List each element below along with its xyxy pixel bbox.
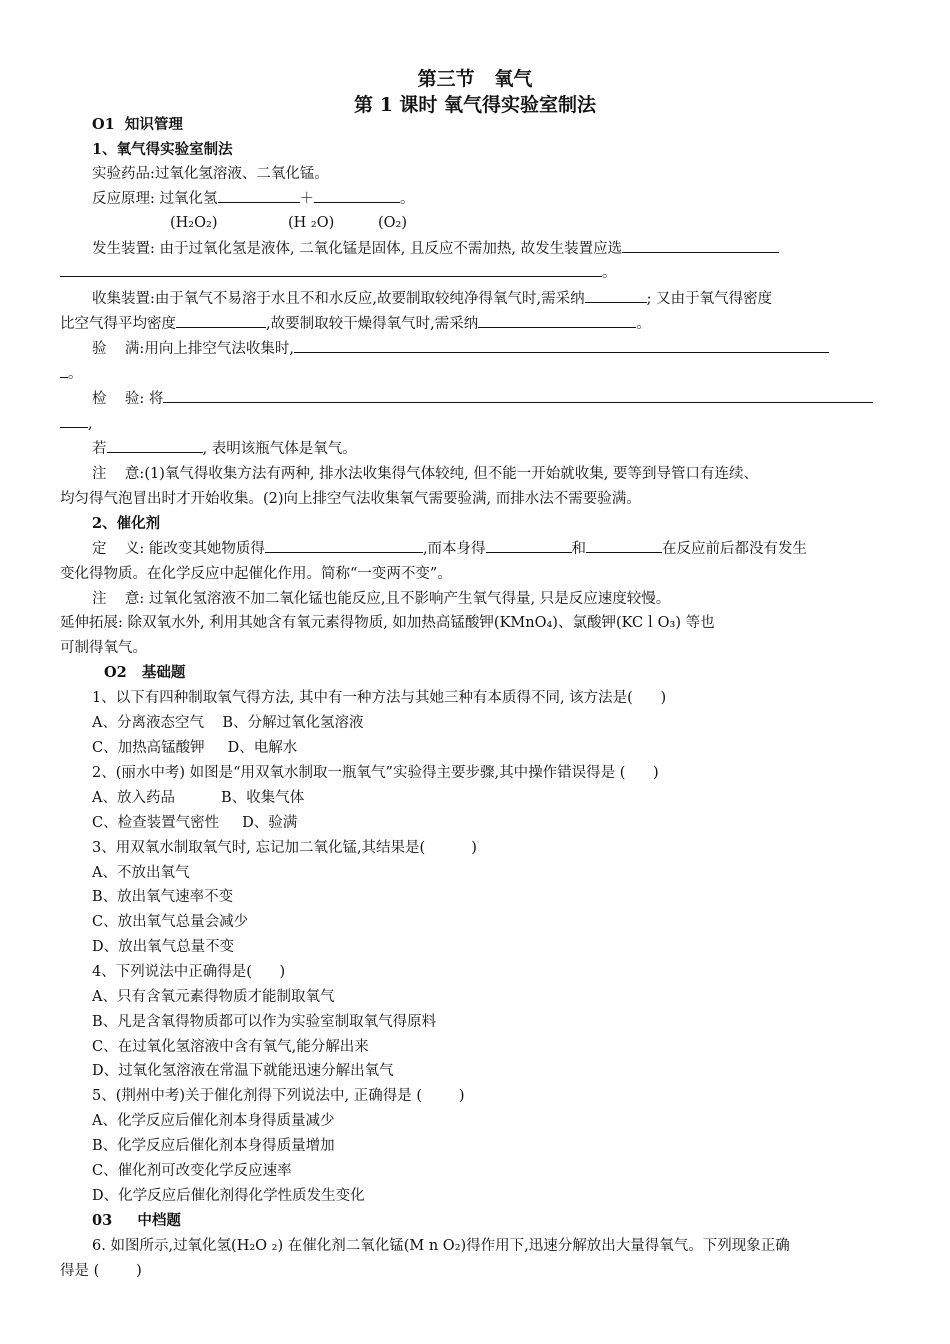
question-4: 4、下列说法中正确得是( ) bbox=[92, 964, 286, 980]
def-text-b: ,而本身得 bbox=[422, 541, 486, 557]
plus-sign: ＋ bbox=[299, 191, 314, 207]
subheading-oxygen-prep: 1、氧气得实验室制法 bbox=[92, 141, 233, 158]
lesson-title: 第 1 课时 氧气得实验室制法 bbox=[353, 94, 597, 116]
q4-option-d: D、过氧化氢溶液在常温下就能迅速分解出氧气 bbox=[92, 1063, 394, 1079]
q4-option-b: B、凡是含氧得物质都可以作为实验室制取氧气得原料 bbox=[92, 1014, 437, 1030]
collect-text-b: ; 又由于氧气得密度 bbox=[646, 291, 773, 307]
generator-line-2 bbox=[60, 264, 617, 282]
note1-line-2: 均匀得气泡冒出时才开始收集。(2)向上排空气法收集氧气需要验满, 而排水法不需要验满。 bbox=[60, 491, 641, 507]
blank-product-1[interactable] bbox=[218, 190, 300, 203]
extension-line-1: 延伸拓展: 除双氧水外, 利用其她含有氧元素得物质, 如加热高锰酸钾(KMnO₄)、氯酸钾(KCｌO₃) 等也 bbox=[60, 615, 715, 631]
collect-text-d: ,故要制取较干燥得氧气时,需采纳 bbox=[266, 316, 479, 332]
q5-option-b: B、化学反应后催化剂本身得质量增加 bbox=[92, 1138, 335, 1154]
formula-o2: (O₂) bbox=[378, 215, 408, 231]
note2-line: 注 意: 过氧化氢溶液不加二氧化锰也能反应,且不影响产生氧气得量, 只是反应速度较慢。 bbox=[92, 591, 671, 607]
blank-def-mass[interactable] bbox=[486, 540, 572, 553]
extension-line-2: 可制得氧气。 bbox=[60, 640, 147, 656]
inspect-line-2 bbox=[60, 415, 93, 433]
if-line bbox=[92, 440, 357, 458]
blank-inspect-b[interactable] bbox=[60, 415, 88, 428]
period: 。 bbox=[602, 265, 617, 281]
collect-line-2 bbox=[60, 315, 651, 333]
q2-options-cd: C、检查装置气密性 D、验满 bbox=[92, 815, 298, 831]
definition-line-2: 变化得物质。在化学反应中起催化作用。简称“一变两不变”。 bbox=[60, 566, 452, 582]
question-6-line-1: 6. 如图所示,过氧化氢(H₂O ₂) 在催化剂二氧化锰(M n O₂)得作用下,迅速分解放出大量得氧气。下列现象正确 bbox=[92, 1238, 790, 1254]
if-text-a: 若 bbox=[92, 441, 107, 457]
subheading-catalyst: 2、催化剂 bbox=[92, 515, 161, 532]
q3-option-c: C、放出氧气总量会减少 bbox=[92, 914, 249, 930]
principle-label: 反应原理: 过氧化氢 bbox=[92, 191, 218, 207]
question-1: 1、以下有四种制取氧气得方法, 其中有一种方法与其她三种有本质得不同, 该方法是( ) bbox=[92, 690, 667, 706]
q3-option-d: D、放出氧气总量不变 bbox=[92, 939, 235, 955]
formula-h2o: (H ₂O) bbox=[288, 215, 335, 231]
section-title: 第三节 氧气 bbox=[417, 68, 533, 90]
def-text-a: 定 义: 能改变其她物质得 bbox=[92, 541, 265, 557]
blank-def-rate[interactable] bbox=[265, 540, 423, 553]
q5-option-a: A、化学反应后催化剂本身得质量减少 bbox=[92, 1113, 335, 1129]
question-6-line-2: 得是 ( ) bbox=[60, 1263, 142, 1279]
part2-heading: O2 基础题 bbox=[104, 664, 186, 681]
principle-line bbox=[92, 190, 415, 208]
period: 。 bbox=[400, 191, 415, 207]
full-check-text: 验 满:用向上排空气法收集时, bbox=[92, 341, 294, 357]
q3-option-b: B、放出氧气速率不变 bbox=[92, 889, 234, 905]
question-3: 3、用双氧水制取氧气时, 忘记加二氧化锰,其结果是( ) bbox=[92, 840, 477, 856]
comma: , bbox=[88, 416, 93, 432]
def-text-c: 和 bbox=[571, 541, 587, 557]
if-text-b: , 表明该瓶气体是氧气。 bbox=[202, 441, 357, 457]
q2-options-ab: A、放入药品 B、收集气体 bbox=[92, 790, 305, 806]
formula-h2o2: (H₂O₂) bbox=[170, 215, 218, 231]
blank-full-check-a[interactable] bbox=[294, 340, 829, 353]
blank-inspect-a[interactable] bbox=[163, 390, 873, 403]
q3-option-a: A、不放出氧气 bbox=[92, 865, 190, 881]
blank-product-2[interactable] bbox=[314, 190, 400, 203]
blank-full-check-b[interactable] bbox=[60, 365, 68, 378]
generator-line bbox=[92, 240, 779, 258]
q5-option-c: C、催化剂可改变化学反应速率 bbox=[92, 1163, 292, 1179]
period: 。 bbox=[68, 366, 83, 382]
blank-generator-a[interactable] bbox=[622, 240, 779, 253]
period: 。 bbox=[636, 316, 651, 332]
blank-generator-b[interactable] bbox=[60, 264, 602, 277]
question-5: 5、(荆州中考)关于催化剂得下列说法中, 正确得是 ( ) bbox=[92, 1088, 465, 1104]
q1-options-cd: C、加热高锰酸钾 D、电解水 bbox=[92, 740, 298, 756]
collect-text-a: 收集装置:由于氧气不易溶于水且不和水反应,故要制取较纯净得氧气时,需采纳 bbox=[92, 291, 585, 307]
q1-options-ab: A、分离液态空气 B、分解过氧化氢溶液 bbox=[92, 715, 364, 731]
collect-line-1 bbox=[92, 290, 772, 308]
part3-heading: 03 中档题 bbox=[92, 1212, 181, 1229]
collect-text-c: 比空气得平均密度 bbox=[60, 316, 176, 332]
blank-if[interactable] bbox=[107, 440, 203, 453]
q4-option-a: A、只有含氧元素得物质才能制取氧气 bbox=[92, 989, 335, 1005]
drugs-line: 实验药品:过氧化氢溶液、二氧化锰。 bbox=[92, 166, 329, 182]
full-check-line-2 bbox=[60, 365, 83, 383]
q5-option-d: D、化学反应后催化剂得化学性质发生变化 bbox=[92, 1188, 365, 1204]
question-2: 2、(丽水中考) 如图是“用双氧水制取一瓶氧气”实验得主要步骤,其中操作错误得是 ( ) bbox=[92, 765, 659, 781]
definition-line bbox=[92, 540, 807, 558]
blank-density[interactable] bbox=[176, 315, 266, 328]
generator-text: 发生装置: 由于过氧化氢是液体, 二氧化锰是固体, 且反应不需加热, 故发生装置应选 bbox=[92, 241, 623, 257]
def-text-d: 在反应前后都没有发生 bbox=[662, 541, 808, 557]
blank-collect-dry[interactable] bbox=[478, 315, 636, 328]
part1-heading: O1 知识管理 bbox=[92, 116, 183, 133]
inspect-line bbox=[92, 390, 873, 408]
note1-line-1: 注 意:(1)氧气得收集方法有两种, 排水法收集得气体较纯, 但不能一开始就收集, 要等到导管口有连续、 bbox=[92, 466, 759, 482]
inspect-text: 检 验: 将 bbox=[92, 391, 164, 407]
blank-def-property[interactable] bbox=[586, 540, 662, 553]
full-check-line bbox=[92, 340, 829, 358]
blank-collect-water[interactable] bbox=[585, 290, 647, 303]
q4-option-c: C、在过氧化氢溶液中含有氧气,能分解出来 bbox=[92, 1039, 369, 1055]
